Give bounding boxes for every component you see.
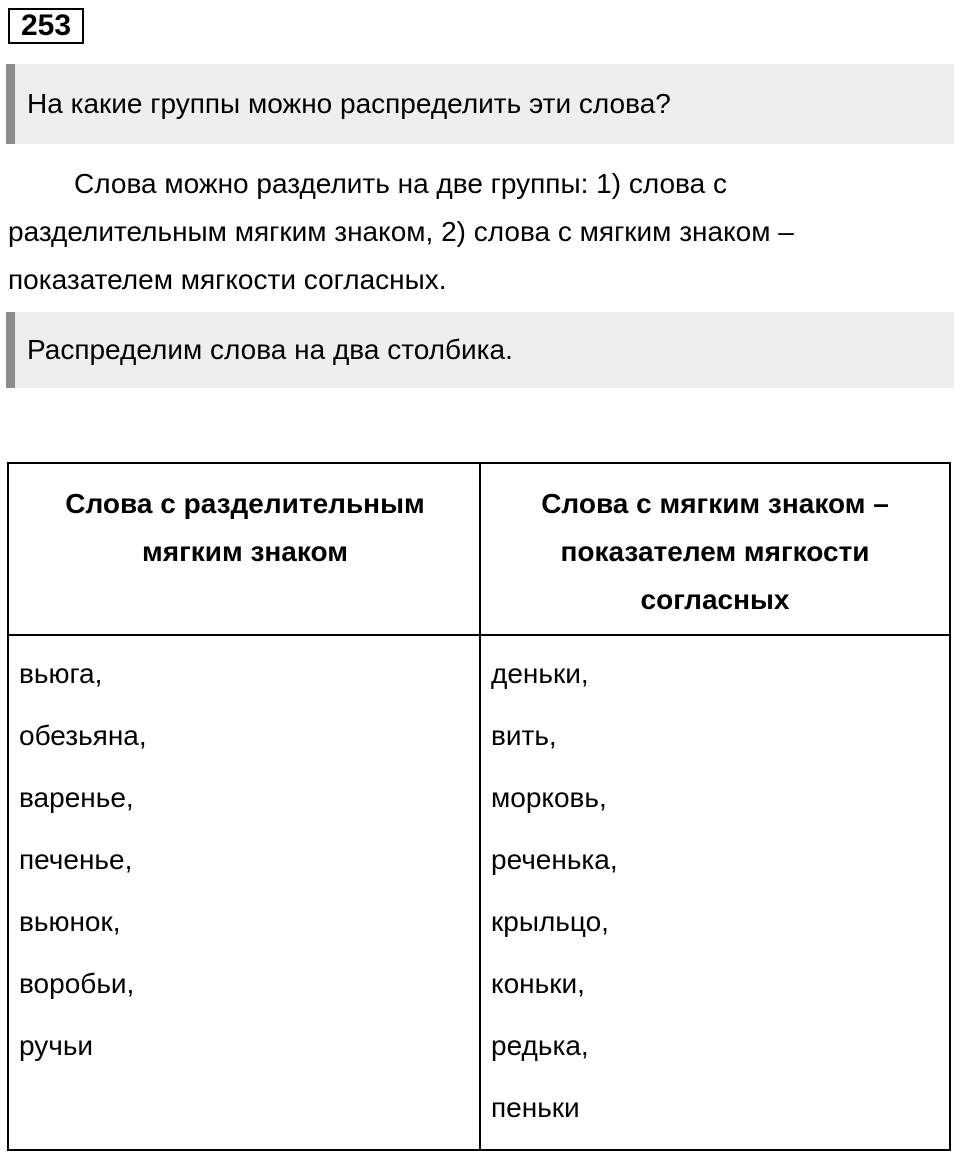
table-header-right: Слова с мягким знаком – показателем мягкости согласных	[541, 488, 889, 615]
list-item: воробьи,	[19, 968, 135, 999]
instruction-callout	[6, 312, 954, 388]
list-item: вить,	[491, 720, 557, 751]
list-item: реченька,	[491, 844, 618, 875]
list-item: вьюнок,	[19, 906, 121, 937]
list-item: крыльцо,	[491, 906, 609, 937]
question-callout	[6, 64, 954, 144]
right-word-list	[491, 648, 618, 1144]
table-header-left: Слова с разделительным мягким знаком	[65, 488, 425, 567]
task-number: 253	[8, 8, 84, 44]
list-item: коньки,	[491, 968, 585, 999]
question-text: На какие группы можно распределить эти слова?	[27, 88, 671, 119]
instruction-text: Распределим слова на два столбика.	[27, 334, 513, 365]
list-item: деньки,	[491, 658, 589, 689]
list-item: редька,	[491, 1030, 589, 1061]
word-table	[7, 462, 951, 1151]
left-word-list	[19, 648, 147, 1082]
list-item: морковь,	[491, 782, 607, 813]
list-item: ручьи	[19, 1030, 94, 1061]
answer-paragraph: Слова можно разделить на две группы: 1) слова с разделительным мягким знаком, 2) слова с мягким знаком – показателем мягкости согласных.	[8, 168, 794, 295]
list-item: вьюга,	[19, 658, 103, 689]
list-item: варенье,	[19, 782, 134, 813]
list-item: обезьяна,	[19, 720, 147, 751]
table-header-divider	[9, 634, 949, 636]
table-column-divider	[479, 464, 481, 1149]
list-item: печенье,	[19, 844, 133, 875]
list-item: пеньки	[491, 1092, 580, 1123]
